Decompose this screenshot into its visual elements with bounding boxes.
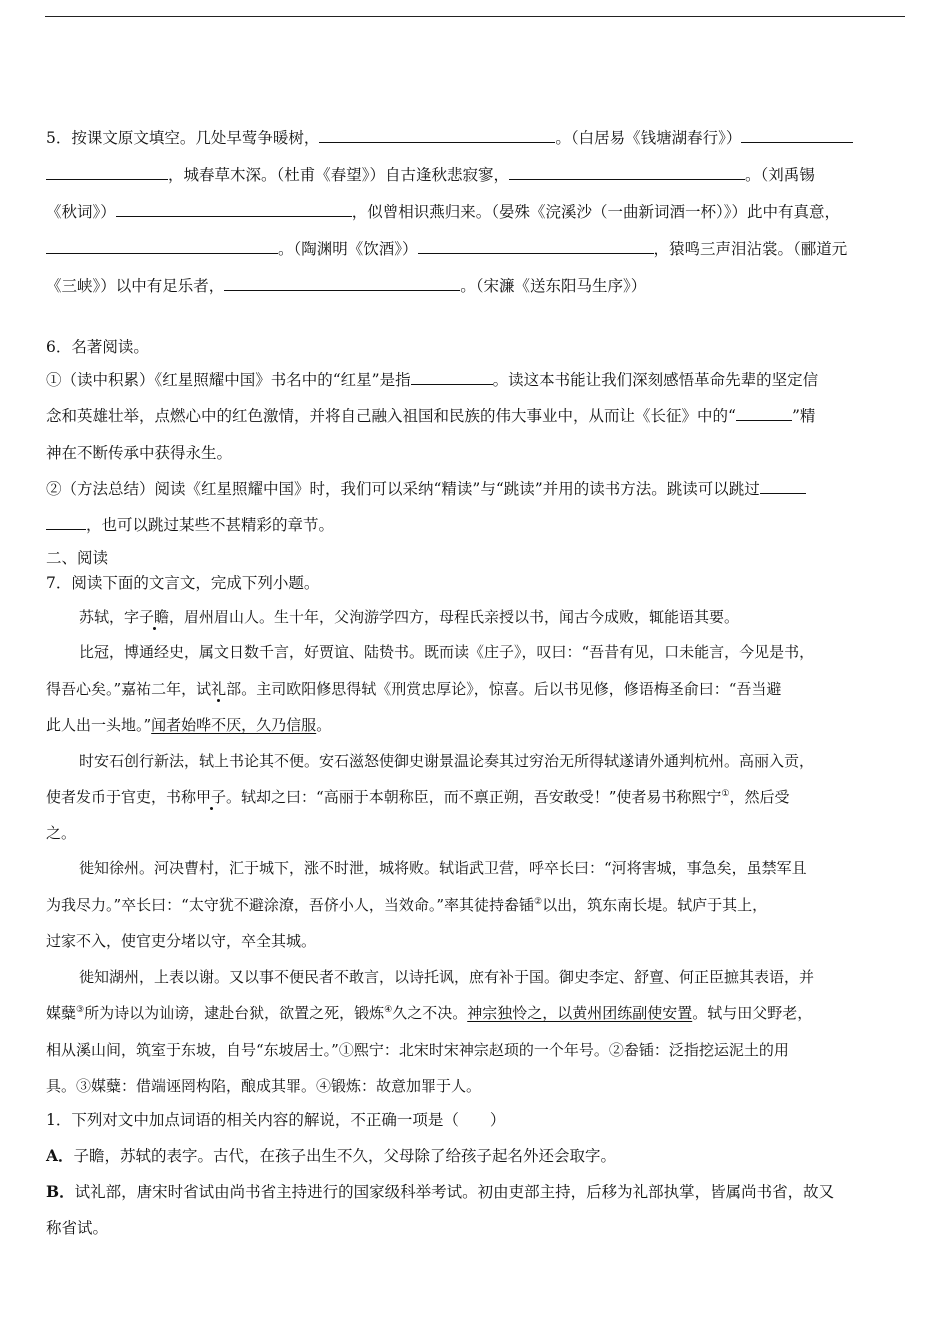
answer-blank[interactable] — [736, 406, 792, 421]
footnote-marker: ① — [721, 789, 730, 799]
passage-line: 时安石创行新法，轼上书论其不便。安石滋怒使御史谢景温论奏其过穷治无所得轼遂请外通判杭州。高丽入贡， — [79, 752, 815, 770]
option-b[interactable] — [46, 1181, 834, 1203]
option-a[interactable] — [46, 1145, 616, 1167]
answer-blank[interactable] — [46, 165, 168, 180]
answer-blank[interactable] — [46, 515, 86, 530]
option-text: 子瞻，苏轼的表字。古代，在孩子出生不久，父母除了给孩子起名外还会取字。 — [73, 1147, 617, 1165]
passage-line: 徙知湖州，上表以谢。又以事不便民者不敢言，以诗托讽，庶有补于国。御史李定、舒亶、何正臣摭其表语，并 — [79, 968, 815, 986]
passage-text: 使者发币于官吏，书称 — [46, 788, 197, 806]
q5-text: 。（白居易《钱塘湖春行》） — [555, 129, 742, 147]
answer-blank[interactable] — [509, 165, 745, 180]
passage-line — [46, 1002, 812, 1024]
q6-text: ①（读中积累）《红星照耀中国》书名中的“红星”是指 — [46, 371, 411, 389]
passage-text: 为我尽力。”卒长曰：“太守犹不避涂潦，吾侪小人，当效命。”率其徒持畚锸 — [46, 896, 535, 914]
footnote-marker: ③ — [76, 1005, 85, 1015]
q5-text: 《秋词》） — [46, 203, 116, 221]
q5-text: 5．按课文原文填空。几处早莺争暖树， — [46, 129, 320, 147]
q5-text: 《三峡》）以中有足乐者， — [46, 277, 225, 295]
option-label: A． — [46, 1146, 74, 1165]
underlined-sentence: 神宗独怜之，以黄州团练副使安置 — [467, 1004, 693, 1022]
q5-line-1 — [46, 127, 853, 149]
q5-line-2 — [46, 164, 815, 186]
answer-blank[interactable] — [760, 479, 806, 494]
passage-text: 。轼与田父野老， — [692, 1004, 813, 1022]
passage-line: 相从溪山间，筑室于东坡，自号“东坡居士。”①熙宁：北宋时宋神宗赵顼的一个年号。②畚锸：泛指挖运泥土的用 — [46, 1041, 789, 1059]
passage-line: 之。 — [46, 824, 77, 842]
q5-text: 。（宋濂《送东阳马生序》） — [460, 277, 647, 295]
passage-line: 过家不入，使官吏分堵以守，卒全其城。 — [46, 932, 317, 950]
underlined-sentence: 闻者始哗不厌，久乃信服 — [151, 716, 317, 734]
answer-blank[interactable] — [46, 239, 278, 254]
passage-text: ，然后受 — [729, 788, 790, 806]
passage-line — [46, 714, 331, 736]
answer-blank[interactable] — [116, 202, 352, 217]
passage-text: 苏轼，字 — [79, 608, 140, 626]
answer-blank[interactable] — [741, 128, 853, 143]
answer-blank[interactable] — [224, 276, 460, 291]
passage-text: 所为诗以为讪谤，逮赴台狱，欲置之死，锻炼 — [84, 1004, 385, 1022]
dotted-term: 试礼部 — [196, 680, 242, 698]
answer-blank[interactable] — [319, 128, 555, 143]
option-label: B． — [46, 1182, 75, 1201]
q6-line-5 — [46, 514, 334, 536]
sub-question: 1．下列对文中加点词语的相关内容的解说，不正确一项是（ ） — [46, 1111, 506, 1129]
q6-title: 6．名著阅读。 — [46, 338, 149, 356]
q6-text: ”精 — [791, 407, 816, 425]
q5-text: ，似曾相识燕归来。（晏殊《浣溪沙（一曲新词酒一杯）》）此中有真意， — [351, 203, 841, 221]
passage-text: 以出，筑东南长堤。轼庐于其上， — [542, 896, 768, 914]
passage-line: 具。③媒糵：借端诬罔构陷，酿成其罪。④锻炼：故意加罪于人。 — [46, 1077, 482, 1095]
option-text: 试礼部，唐宋时省试由尚书省主持进行的国家级科举考试。初由吏部主持，后移为礼部执掌，皆属尚书省，故又 — [74, 1183, 835, 1201]
passage-line — [46, 786, 789, 808]
q5-text: 。（刘禹锡 — [745, 166, 815, 184]
dotted-term: 甲子 — [196, 788, 227, 806]
q6-line-3: 神在不断传承中获得永生。 — [46, 444, 233, 462]
dotted-term: 子瞻 — [139, 608, 170, 626]
q5-line-3 — [46, 201, 840, 223]
q6-line-1 — [46, 369, 818, 391]
passage-text: 此人出一头地。” — [46, 716, 152, 734]
passage-text: ，眉州眉山人。生十年，父洵游学四方，母程氏亲授以书，闻古今成败，辄能语其要。 — [169, 608, 740, 626]
answer-blank[interactable] — [411, 370, 493, 385]
q6-text: ②（方法总结）阅读《红星照耀中国》时，我们可以采纳“精读”与“跳读”并用的读书方法。跳读可以跳过 — [46, 480, 760, 498]
q6-line-4 — [46, 478, 806, 500]
q5-text: ，猿鸣三声泪沾裳。（郦道元 — [653, 240, 848, 258]
q5-line-4 — [46, 238, 847, 260]
footnote-marker: ② — [534, 897, 543, 907]
q5-text: 。（陶渊明《饮酒》） — [278, 240, 418, 258]
passage-line — [46, 894, 767, 916]
q6-line-2 — [46, 405, 815, 427]
q6-text: 念和英雄壮举，点燃心中的红色激情，并将自己融入祖国和民族的伟大事业中，从而让《长征》中的“ — [46, 407, 736, 425]
passage-text: 。轼却之曰：“高丽于本朝称臣，而不禀正朔，吾安敢受！”使者易书称熙宁 — [226, 788, 722, 806]
q6-text: 。读这本书能让我们深刻感悟革命先辈的坚定信 — [492, 371, 819, 389]
passage-line: 徙知徐州。河决曹村，汇于城下，涨不时泄，城将败。轼诣武卫营，呼卒长曰：“河将害城，事急矣，虽禁军且 — [79, 859, 807, 877]
section-heading: 二、阅读 — [46, 549, 109, 567]
passage-text: 久之不决。 — [392, 1004, 468, 1022]
q7-title: 7．阅读下面的文言文，完成下列小题。 — [46, 574, 320, 592]
option-b-continued: 称省试。 — [46, 1219, 109, 1237]
q5-text: ，城春草木深。（杜甫《春望》）自古逢秋悲寂寥， — [168, 166, 510, 184]
page-top-rule — [45, 16, 905, 17]
passage-text: 。 — [316, 716, 332, 734]
passage-text: 。主司欧阳修思得轼《刑赏忠厚论》，惊喜。后以书见修，修语梅圣俞曰：“吾当避 — [241, 680, 782, 698]
answer-blank[interactable] — [418, 239, 654, 254]
passage-text: 媒糵 — [46, 1004, 77, 1022]
footnote-marker: ④ — [384, 1005, 393, 1015]
passage-line — [79, 606, 739, 628]
q5-line-5 — [46, 275, 646, 297]
passage-line: 比冠，博通经史，属文日数千言，好贾谊、陆贽书。既而读《庄子》，叹曰：“吾昔有见，口未能言，今见是书， — [79, 643, 815, 661]
passage-line — [46, 678, 781, 700]
passage-text: 得吾心矣。”嘉祐二年， — [46, 680, 197, 698]
q6-text: ，也可以跳过某些不甚精彩的章节。 — [86, 516, 335, 534]
